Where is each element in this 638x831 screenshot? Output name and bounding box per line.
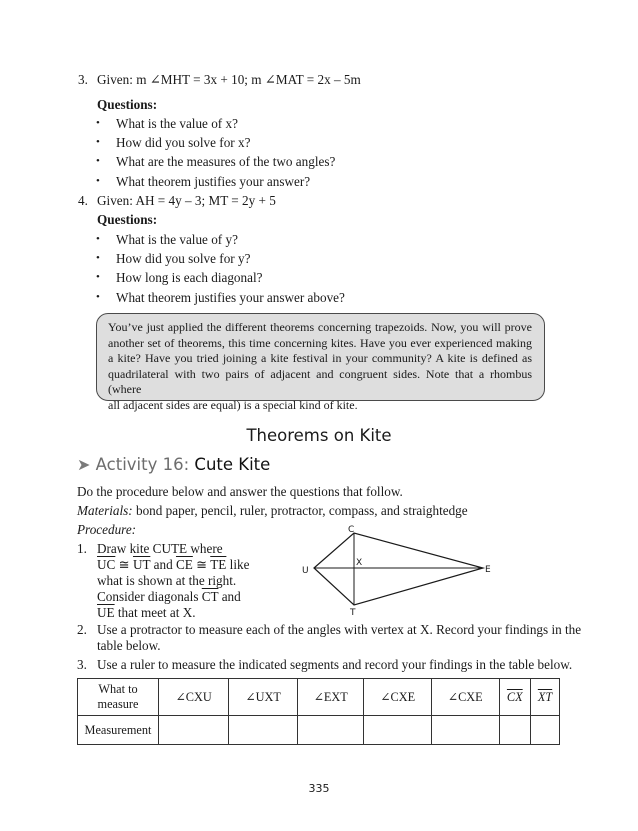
page: 3. Given: m ∠MHT = 3x + 10; m ∠MAT = 2x – 5m Questions: • What is the value of x? • How did you solve for x? • What are the measures of the two angles? • What theorem justifies your answer? 4. Given: AH = 4y – 3; MT = 2y + 5 Questions: • What is the value of y? • How did you solve for y? • How long is each diagonal? • What theorem justifies your answer above? You’ve just applied the different theorems concerning trapezoids. Now, you will prove another set of theorems, this time concerning kites. Have you ever experienced making a kite? Have you tried joining a kite festival in your community? A kite is defined as quadrilateral with two pairs of adjacent and congruent sides. Note that a rhombus (where all adjacent sides are equal) is a special kind of kite. Theorems on Kite ➤ Activity 16: Cute Kite Do the procedure below and answer the questions that follow. Materials: bond paper, pencil, ruler, protractor, compass, and straightedge Procedure: 1. Draw kite CUTE where $\overline{UC}$ ≅ $\overline{UT}$ and $\overline{CE}$ ≅ $\overline{TE}$ like what is shown at the right. Consider diagonals $\overline{CT}$ and $\overline{UE}$ that meet at X. C U X E T 2. Use a protractor to measure each of the angles with vertex at X. Record your findings in the table below. 3. Use a ruler to measure the indicated segments and record your findings in the table below. What to measure ∠CXU ∠UXT ∠EXT ∠CXE ∠CXE $\overline{CX}$ $\overline{XT}$ Measurement 335	[0, 0, 638, 831]
bullet-icon: •	[96, 291, 100, 303]
measurement-table	[77, 678, 560, 745]
step-1-number: 1.	[77, 541, 87, 556]
table-row	[78, 716, 560, 745]
table-header-cell: $\overline{CX}$	[499, 679, 530, 716]
bullet-icon: •	[96, 271, 100, 283]
bullet-icon: •	[96, 233, 100, 245]
table-header-cell: ∠CXU	[159, 679, 229, 716]
step-1-line: what is shown at the right.	[97, 573, 237, 588]
bullet-icon: •	[96, 136, 100, 148]
callout-line: all adjacent sides are equal) is a special kind of kite.	[108, 397, 358, 412]
step-3-line: Use a ruler to measure the indicated segments and record your findings in the table below.	[97, 657, 573, 672]
materials-line	[77, 501, 468, 520]
step-1-line: $\overline{UC}$ ≅ $\overline{UT}$ and $\overline{CE}$ ≅ $\overline{TE}$ like	[97, 557, 250, 572]
table-header-cell: ∠CXE	[431, 679, 499, 716]
callout-line: quadrilateral with two pairs of adjacent and congruent sides. Note that a rhombus (where	[108, 366, 532, 397]
table-header-cell: $\overline{XT}$	[531, 679, 560, 716]
item-4-questions-label: Questions:	[97, 212, 158, 227]
item-4-number: 4.	[78, 193, 88, 208]
step-1-line: Consider diagonals $\overline{CT}$ and	[97, 589, 241, 604]
segment-uc: $\overline{UC}$	[97, 557, 116, 572]
activity-name: Cute Kite	[194, 455, 271, 474]
table-header-cell: ∠UXT	[229, 679, 298, 716]
point-label-x: X	[356, 558, 363, 568]
table-header-label: What to measure	[78, 679, 159, 716]
step-1-line: Draw kite CUTE where	[97, 541, 223, 556]
vertex-label-c: C	[348, 525, 355, 535]
table-cell-empty	[159, 716, 229, 745]
table-row-label: Measurement	[78, 716, 159, 745]
arrow-icon: ➤	[77, 455, 91, 474]
bullet-icon: •	[96, 175, 100, 187]
segment-te: $\overline{TE}$	[210, 557, 227, 572]
segment-ut: $\overline{UT}$	[132, 557, 151, 572]
activity-label: Activity 16:	[95, 455, 190, 474]
vertex-label-e: E	[485, 565, 491, 575]
callout-line: a kite? Have you tried joining a kite festival in your community? A kite is defined as	[108, 351, 532, 366]
item-4-given: Given: AH = 4y – 3; MT = 2y + 5	[97, 193, 276, 208]
materials-text: bond paper, pencil, ruler, protractor, compass, and straightedge	[135, 503, 468, 518]
table-cell-empty	[229, 716, 298, 745]
table-cell-empty	[298, 716, 364, 745]
callout-line: You’ve just applied the different theorems concerning trapezoids. Now, you will prove	[108, 320, 532, 334]
vertex-label-u: U	[302, 566, 309, 576]
materials-label: Materials:	[77, 503, 133, 518]
table-cell-empty	[531, 716, 560, 745]
bullet-icon: •	[96, 117, 100, 129]
section-title: Theorems on Kite	[246, 426, 392, 445]
step-1-line: $\overline{UE}$ that meet at X.	[97, 605, 196, 620]
kite-outline	[314, 533, 483, 605]
activity-heading	[77, 455, 270, 474]
table-header-cell: ∠EXT	[298, 679, 364, 716]
segment-ce: $\overline{CE}$	[175, 557, 193, 572]
page-number: 335	[308, 782, 330, 795]
table-cell-empty	[364, 716, 432, 745]
step-2-line: table below.	[97, 638, 161, 653]
procedure-label: Procedure:	[77, 522, 137, 537]
callout-line: another set of theorems, this time concerning kites. Have you ever experienced making	[108, 335, 532, 350]
table-cell-empty	[499, 716, 530, 745]
kite-diagram	[296, 522, 502, 616]
table-cell-empty	[431, 716, 499, 745]
kite-intro-callout	[96, 313, 545, 412]
item-3-questions-label: Questions:	[97, 97, 158, 112]
step-2-line: Use a protractor to measure each of the angles with vertex at X. Record your findings in the	[97, 622, 582, 637]
bullet-icon: •	[96, 252, 100, 264]
item-3-given: Given: m ∠MHT = 3x + 10; m ∠MAT = 2x – 5m	[97, 72, 361, 87]
table-header-row	[78, 679, 560, 716]
step-2-number: 2.	[77, 622, 87, 637]
activity-intro: Do the procedure below and answer the questions that follow.	[77, 484, 403, 499]
step-3-number: 3.	[77, 657, 87, 672]
segment-ue: $\overline{UE}$	[97, 605, 115, 620]
item-3-number: 3.	[78, 72, 88, 87]
table-header-cell: ∠CXE	[364, 679, 432, 716]
segment-ct: $\overline{CT}$	[201, 589, 219, 604]
vertex-label-t: T	[350, 608, 356, 616]
bullet-icon: •	[96, 155, 100, 167]
